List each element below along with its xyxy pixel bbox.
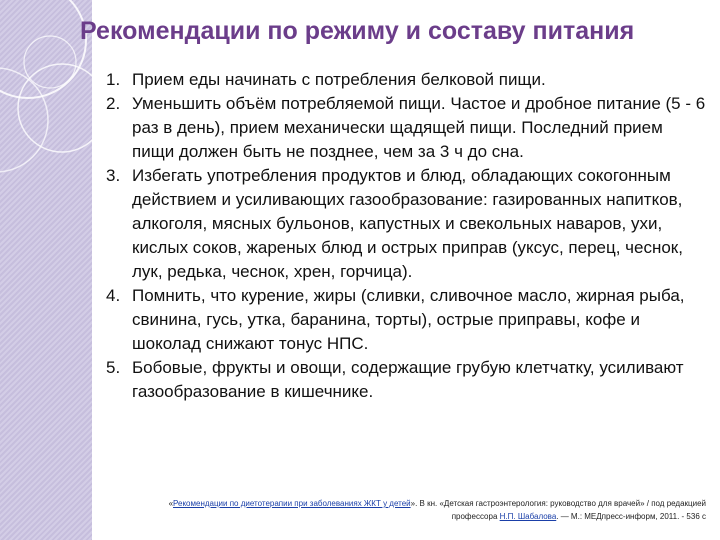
citation-middle: ». В кн. «Детская гастроэнтерология: руководство для врачей» / под редакцией	[410, 499, 706, 508]
decorative-side-panel	[0, 0, 92, 540]
decorative-circles	[0, 0, 92, 540]
list-item	[106, 284, 706, 356]
list-item	[106, 356, 706, 404]
list-item	[106, 92, 706, 164]
list-item-text: Бобовые, фрукты и овощи, содержащие грубую клетчатку, усиливают газообразование в кишечнике.	[132, 358, 684, 401]
list-item	[106, 68, 706, 92]
list-item-number: 2.	[106, 94, 121, 113]
citation-line2-prefix: профессора	[451, 512, 500, 521]
list-item-number: 3.	[106, 166, 121, 185]
citation-quote-open: «	[168, 499, 174, 508]
slide-title: Рекомендации по режиму и составу питания	[80, 17, 635, 45]
citation-footer	[106, 497, 706, 523]
citation-line2-suffix: . — М.: МЕДпресс-информ, 2011. - 536 с	[556, 512, 706, 521]
citation-line-1	[106, 497, 706, 510]
list-item-text: Прием еды начинать с потребления белковой пищи.	[132, 70, 546, 89]
list-item-number: 4.	[106, 286, 121, 305]
list-item-number: 1.	[106, 70, 121, 89]
editor-link[interactable]: Н.П. Шабалова	[499, 512, 557, 521]
list-item-text: Помнить, что курение, жиры (сливки, сливочное масло, жирная рыба, свинина, гусь, утка, баранина, торты), острые приправы, кофе и шоколад снижают тонус НПС.	[132, 286, 685, 353]
list-item-number: 5.	[106, 358, 121, 377]
list-item	[106, 164, 706, 284]
list-item-text: Уменьшить объём потребляемой пищи. Частое и дробное питание (5 - 6 раз в день), прием механически щадящей пищи. Последний прием пищи должен быть не позднее, чем за 3 ч до сна.	[132, 94, 706, 161]
decorative-circle	[24, 36, 76, 88]
citation-line-2	[106, 510, 706, 523]
decorative-circle	[0, 68, 48, 172]
recommendations-list	[106, 68, 706, 404]
list-item-text: Избегать употребления продуктов и блюд, обладающих сокогонным действием и усиливающих газообразование: газированных напитков, алкоголя, мясных бульонов, капустных и свекольных наваров, ухи, кислых соков, жареных блюд и острых приправ (уксус, перец, чеснок, лук, редька, чеснок, хрен, горчица).	[132, 166, 683, 281]
source-link[interactable]: Рекомендации по диетотерапии при заболеваниях ЖКТ у детей	[173, 499, 411, 508]
